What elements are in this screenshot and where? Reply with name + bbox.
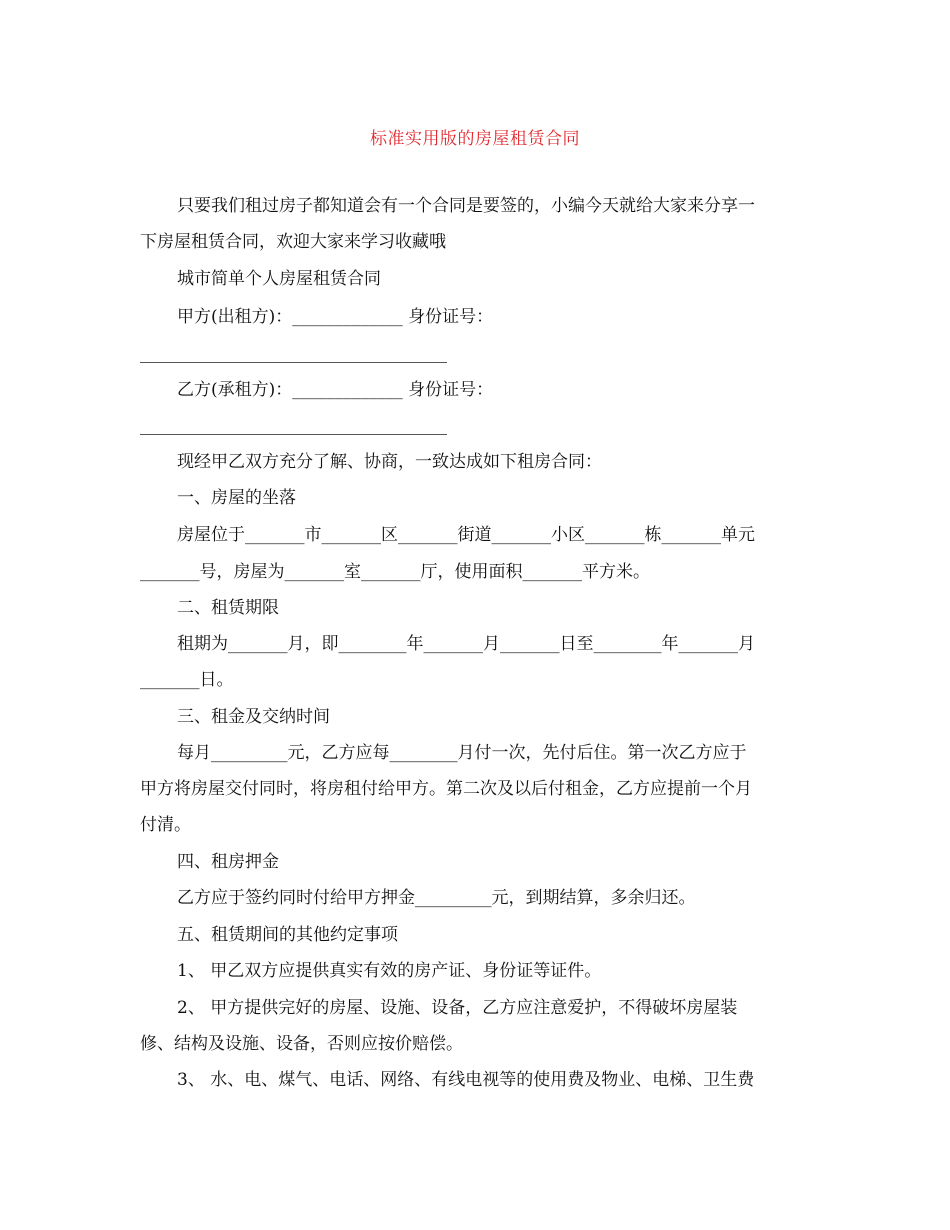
party-b-id-blank xyxy=(140,434,447,435)
section-3-line-1: 每月_________元，乙方应每________月付一次，先付后住。第一次乙方应于 xyxy=(177,743,747,763)
contract-subtitle: 城市简单个人房屋租赁合同 xyxy=(177,269,381,289)
intro-line-1: 只要我们租过房子都知道会有一个合同是要签的，小编今天就给大家来分享一 xyxy=(177,196,755,216)
clause-2-line-2: 修、结构及设施、设备，否则应按价赔偿。 xyxy=(140,1034,463,1054)
clause-3-line-1: 3、 水、电、煤气、电话、网络、有线电视等的使用费及物业、电梯、卫生费 xyxy=(177,1070,755,1090)
party-a-id-blank xyxy=(140,362,447,363)
section-3-line-3: 付清。 xyxy=(140,815,191,835)
section-1-line-2: _______号，房屋为_______室_______厅，使用面积_______平方米。 xyxy=(140,562,650,582)
intro-line-2: 下房屋租赁合同，欢迎大家来学习收藏哦 xyxy=(140,232,446,252)
section-1-line-1: 房屋位于_______市_______区_______街道_______小区_______栋_______单元 xyxy=(177,525,755,545)
section-3-line-2: 甲方将房屋交付同时，将房租付给甲方。第二次及以后付租金，乙方应提前一个月 xyxy=(140,779,752,799)
document-title: 标准实用版的房屋租赁合同 xyxy=(370,129,580,149)
section-1-heading: 一、房屋的坐落 xyxy=(177,488,296,508)
section-4-line-1: 乙方应于签约同时付给甲方押金_________元，到期结算，多余归还。 xyxy=(177,888,696,908)
clause-2-line-1: 2、 甲方提供完好的房屋、设施、设备，乙方应注意爱护，不得破坏房屋装 xyxy=(177,998,738,1018)
section-5-heading: 五、租赁期间的其他约定事项 xyxy=(177,925,398,945)
clause-1: 1、 甲乙双方应提供真实有效的房产证、身份证等证件。 xyxy=(177,961,602,981)
party-b-line: 乙方(承租方)：_____________ 身份证号： xyxy=(177,380,494,400)
section-2-line-1: 租期为_______月，即________年_______月_______日至________年_______月 xyxy=(177,634,755,654)
agreement-line: 现经甲乙双方充分了解、协商，一致达成如下租房合同： xyxy=(177,452,602,472)
section-4-heading: 四、租房押金 xyxy=(177,852,279,872)
party-a-line: 甲方(出租方)：_____________ 身份证号： xyxy=(177,307,494,327)
section-3-heading: 三、租金及交纳时间 xyxy=(177,707,330,727)
section-2-heading: 二、租赁期限 xyxy=(177,598,279,618)
section-2-line-2: _______日。 xyxy=(140,670,234,690)
